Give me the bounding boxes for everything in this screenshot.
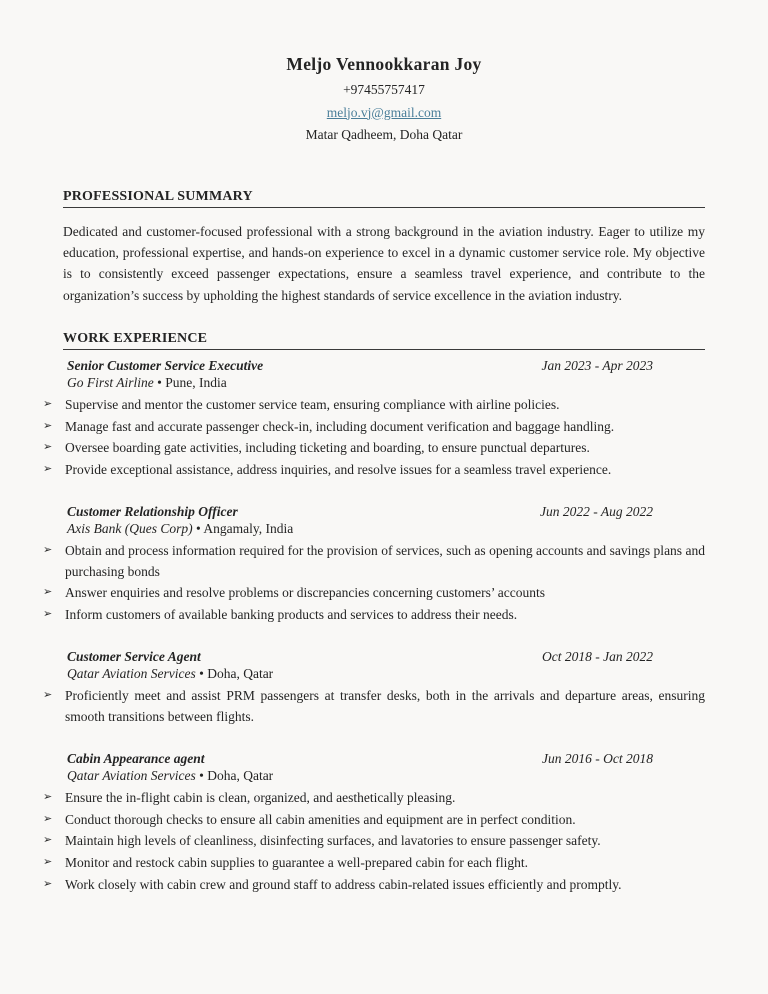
job-location: • Doha, Qatar [195, 767, 274, 783]
job-bullet [43, 395, 705, 415]
job-head [63, 649, 705, 665]
bullet-text: Obtain and process information required for the provision of services, such as opening accounts and savings plans and purchasing bonds [65, 543, 705, 579]
resume-header [63, 54, 705, 143]
job-head [63, 358, 705, 374]
bullet-text: Proficiently meet and assist PRM passengers at transfer desks, both in the arrivals and departure areas, ensuring smooth transitions between flights. [65, 688, 705, 724]
candidate-name: Meljo Vennookkaran Joy [286, 54, 482, 74]
arrow-bullet-icon: ➢ [43, 462, 53, 476]
job-title: Senior Customer Service Executive [67, 357, 264, 373]
summary-text: Dedicated and customer-focused professional with a strong background in the aviation industry. Eager to utilize my education, professional expertise, and hands-on experience to excel in a dynamic customer service role. My objective is to consistently exceed passenger expectations, ensure a seamless travel experience, and contribute to the organization’s success by upholding the highest standards of service excellence in the aviation industry. [63, 223, 705, 303]
arrow-bullet-icon: ➢ [43, 855, 53, 869]
job-location: • Doha, Qatar [195, 666, 274, 682]
address: Matar Qadheem, Doha Qatar [305, 127, 463, 143]
job-bullet [43, 875, 705, 895]
arrow-bullet-icon: ➢ [43, 811, 53, 825]
job-bullet [43, 810, 705, 830]
job-bullets [43, 788, 705, 895]
job-title: Customer Service Agent [67, 649, 201, 665]
job-title: Customer Relationship Officer [67, 504, 238, 520]
job-location: • Pune, India [153, 374, 227, 390]
arrow-bullet-icon: ➢ [43, 585, 53, 599]
arrow-bullet-icon: ➢ [43, 543, 53, 557]
job-head [63, 751, 705, 767]
bullet-text: Inform customers of available banking products and services to address their needs. [65, 607, 518, 623]
jobs-list [43, 357, 705, 895]
job-bullet [43, 541, 705, 582]
bullet-text: Manage fast and accurate passenger check-in, including document verification and baggage handling. [65, 418, 615, 434]
arrow-bullet-icon: ➢ [43, 607, 53, 621]
company-name: Qatar Aviation Services [67, 666, 196, 682]
job-entry [43, 750, 705, 895]
arrow-bullet-icon: ➢ [43, 418, 53, 432]
job-bullet [43, 417, 705, 437]
bullet-text: Ensure the in-flight cabin is clean, organized, and aesthetically pleasing. [65, 789, 456, 805]
job-company-line [63, 666, 705, 682]
arrow-bullet-icon: ➢ [43, 688, 53, 702]
company-name: Go First Airline [67, 374, 154, 390]
job-bullet [43, 788, 705, 808]
bullet-text: Maintain high levels of cleanliness, disinfecting surfaces, and lavatories to ensure passenger safety. [65, 833, 601, 849]
job-company-line [63, 768, 705, 784]
bullet-text: Oversee boarding gate activities, including ticketing and boarding, to ensure punctual departures. [65, 440, 590, 456]
summary-heading: PROFESSIONAL SUMMARY [63, 189, 705, 208]
summary-section [63, 189, 705, 306]
arrow-bullet-icon: ➢ [43, 440, 53, 454]
job-company-line [63, 375, 705, 391]
company-name: Qatar Aviation Services [67, 767, 196, 783]
job-entry [43, 504, 705, 625]
arrow-bullet-icon: ➢ [43, 876, 53, 890]
email-link[interactable]: meljo.vj@gmail.com [326, 104, 442, 120]
job-bullet [43, 460, 705, 480]
bullet-text: Monitor and restock cabin supplies to guarantee a well-prepared cabin for each flight. [65, 855, 528, 871]
bullet-text: Answer enquiries and resolve problems or discrepancies concerning customers’ accounts [65, 585, 545, 601]
company-name: Axis Bank (Ques Corp) [67, 521, 193, 537]
experience-heading: WORK EXPERIENCE [63, 331, 705, 350]
job-head [63, 504, 705, 520]
email-line [63, 105, 705, 121]
job-bullet [43, 605, 705, 625]
arrow-bullet-icon: ➢ [43, 789, 53, 803]
job-dates: Jun 2022 - Aug 2022 [540, 504, 653, 520]
bullet-text: Supervise and mentor the customer service team, ensuring compliance with airline policies. [65, 396, 560, 412]
job-location: • Angamaly, India [192, 521, 294, 537]
job-bullet [43, 583, 705, 603]
job-bullets [43, 686, 705, 727]
job-dates: Jun 2016 - Oct 2018 [542, 750, 653, 766]
job-bullet [43, 438, 705, 458]
job-dates: Jan 2023 - Apr 2023 [541, 357, 653, 373]
job-title: Cabin Appearance agent [67, 750, 205, 766]
job-bullet [43, 853, 705, 873]
arrow-bullet-icon: ➢ [43, 396, 53, 410]
job-entry [43, 649, 705, 727]
job-bullets [43, 395, 705, 481]
job-bullet [43, 686, 705, 727]
experience-section [43, 330, 705, 895]
bullet-text: Work closely with cabin crew and ground staff to address cabin-related issues efficiently and promptly. [65, 876, 622, 892]
job-dates: Oct 2018 - Jan 2022 [542, 649, 653, 665]
bullet-text: Provide exceptional assistance, address inquiries, and resolve issues for a seamless travel experience. [65, 462, 612, 478]
job-entry [43, 357, 705, 481]
job-bullet [43, 831, 705, 851]
job-bullets [43, 541, 705, 625]
arrow-bullet-icon: ➢ [43, 833, 53, 847]
job-company-line [63, 521, 705, 537]
bullet-text: Conduct thorough checks to ensure all cabin amenities and equipment are in perfect condition. [65, 811, 576, 827]
phone-number: +97455757417 [343, 82, 425, 97]
